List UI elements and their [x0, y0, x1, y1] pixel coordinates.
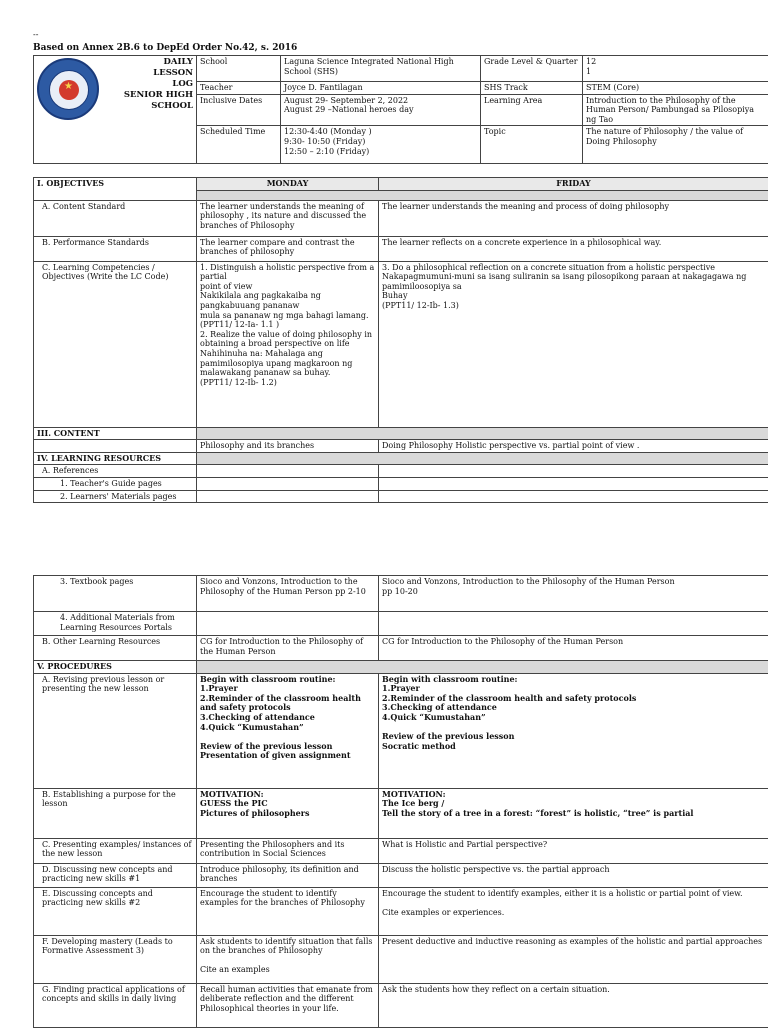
- school-label: School: [197, 56, 281, 82]
- content-empty-label: [34, 440, 197, 453]
- monday-column-header: MONDAY: [197, 178, 379, 191]
- content-standard-friday: The learner understands the meaning and process of doing philosophy: [379, 200, 768, 236]
- competencies-label: C. Learning Competencies / Objectives (Write the LC Code): [34, 261, 197, 427]
- practical-applications-friday: Ask the students how they reflect on a certain situation.: [379, 983, 768, 1027]
- content-heading: III. CONTENT: [34, 427, 197, 440]
- revising-monday: Begin with classroom routine: 1.Prayer 2.Reminder of the classroom health and safety protocols 3.Checking of attendance 4.Quick “Kumustahan” Review of the previous lesson Presentation of given assignment: [197, 673, 379, 788]
- other-resources-label: B. Other Learning Resources: [34, 636, 197, 661]
- revising-friday: Begin with classroom routine: 1.Prayer 2.Reminder of the classroom health and safety protocols 3.Checking of attendance 4.Quick “Kumustahan” Review of the previous lesson Socratic method: [379, 673, 768, 788]
- references-label: A. References: [34, 465, 197, 478]
- area-value: Introduction to the Philosophy of the Human Person/ Pambungad sa Pilosopiya ng Tao: [583, 94, 768, 126]
- objectives-shaded-row: [197, 190, 768, 200]
- performance-standards-friday: The learner reflects on a concrete experience in a philosophical way.: [379, 236, 768, 261]
- content-standard-monday: The learner understands the meaning of philosophy , its nature and discussed the branches of Philosophy: [197, 200, 379, 236]
- discussing-1-label: D. Discussing new concepts and practicing new skills #1: [34, 863, 197, 887]
- additional-materials-label: 4. Additional Materials from Learning Resources Portals: [34, 612, 197, 636]
- discussing-2-friday: Encourage the student to identify examples, either it is a holistic or partial point of view. Cite examples or experiences.: [379, 887, 768, 935]
- area-label: Learning Area: [481, 94, 583, 126]
- discussing-2-label: E. Discussing concepts and practicing new skills #2: [34, 887, 197, 935]
- content-monday: Philosophy and its branches: [197, 440, 379, 453]
- deped-seal-logo: ★: [37, 58, 99, 120]
- procedures-heading: V. PROCEDURES: [34, 661, 197, 674]
- practical-applications-monday: Recall human activities that emanate from deliberate reflection and the different Philosophical theories in your life.: [197, 983, 379, 1027]
- other-resources-monday: CG for Introduction to the Philosophy of the Human Person: [197, 636, 379, 661]
- content-friday: Doing Philosophy Holistic perspective vs. partial point of view .: [379, 440, 768, 453]
- teacher-label: Teacher: [197, 82, 281, 95]
- discussing-2-monday: Encourage the student to identify examples for the branches of Philosophy: [197, 887, 379, 935]
- discussing-1-friday: Discuss the holistic perspective vs. the partial approach: [379, 863, 768, 887]
- procedures-shaded-row: [197, 661, 768, 674]
- presenting-examples-friday: What is Holistic and Partial perspective?: [379, 838, 768, 863]
- practical-applications-label: G. Finding practical applications of concepts and skills in daily living: [34, 983, 197, 1027]
- content-shaded-row: [197, 427, 768, 440]
- header-table: [33, 55, 768, 164]
- time-label: Scheduled Time: [197, 126, 281, 164]
- time-value: 12:30-4:40 (Monday ) 9:30- 10:50 (Friday) 12:50 – 2:10 (Friday): [281, 126, 481, 164]
- annex-reference: Based on Annex 2B.6 to DepEd Order No.42, s. 2016: [33, 43, 297, 53]
- teacher-value: Joyce D. Fantilagan: [281, 82, 481, 95]
- friday-column-header: FRIDAY: [379, 178, 768, 191]
- procedures-table: [33, 575, 768, 1028]
- resources-shaded-row: [197, 452, 768, 465]
- developing-mastery-friday: Present deductive and inductive reasoning as examples of the holistic and partial approaches: [379, 935, 768, 983]
- textbook-monday: Sioco and Vonzons, Introduction to the Philosophy of the Human Person pp 2-10: [197, 576, 379, 612]
- developing-mastery-monday: Ask students to identify situation that falls on the branches of Philosophy Cite an examples: [197, 935, 379, 983]
- establishing-purpose-friday: MOTIVATION: The Ice berg / Tell the story of a tree in a forest: “forest” is holistic, “tree” is partial: [379, 788, 768, 838]
- school-value: Laguna Science Integrated National High School (SHS): [281, 56, 481, 82]
- topic-label: Topic: [481, 126, 583, 164]
- establishing-purpose-monday: MOTIVATION: GUESS the PIC Pictures of philosophers: [197, 788, 379, 838]
- performance-standards-monday: The learner compare and contrast the branches of philosophy: [197, 236, 379, 261]
- competencies-friday: 3. Do a philosophical reflection on a concrete situation from a holistic perspective Nakapagmumuni-muni sa isang suliranin sa isang pilosopikong paraan at nakagagawa ng pamimiloosopiya sa Buhay (PPT11/ 12-Ib- 1.3): [379, 261, 768, 427]
- track-label: SHS Track: [481, 82, 583, 95]
- objectives-table: [33, 177, 768, 503]
- deped-seal-cell: [34, 56, 99, 164]
- other-resources-friday: CG for Introduction to the Philosophy of the Human Person: [379, 636, 768, 661]
- dates-label: Inclusive Dates: [197, 94, 281, 126]
- developing-mastery-label: F. Developing mastery (Leads to Formative Assessment 3): [34, 935, 197, 983]
- content-standard-label: A. Content Standard: [34, 200, 197, 236]
- learners-materials-label: 2. Learners' Materials pages: [34, 490, 197, 503]
- textbook-label: 3. Textbook pages: [34, 576, 197, 612]
- grade-label: Grade Level & Quarter: [481, 56, 583, 82]
- competencies-monday: 1. Distinguish a holistic perspective from a partial point of view Nakikilala ang pagkakaiba ng pangkabuuang pananaw mula sa pananaw ng mga bahagi lamang. (PPT11/ 12-Ia- 1.1 ) 2. Realize the value of doing philosophy in obtaining a broad perspective on life Nahihinuha na: Mahalaga ang pamimilosopiya upang magkaroon ng malawakang pananaw sa buhay. (PPT11/ 12-Ib- 1.2): [197, 261, 379, 427]
- dll-title: DAILY LESSON LOG SENIOR HIGH SCHOOL: [99, 56, 197, 164]
- presenting-examples-monday: Presenting the Philosophers and its contribution in Social Sciences: [197, 838, 379, 863]
- grade-value: 12 1: [583, 56, 768, 82]
- teachers-guide-label: 1. Teacher's Guide pages: [34, 477, 197, 490]
- top-dash: --: [33, 30, 38, 39]
- learning-resources-heading: IV. LEARNING RESOURCES: [34, 452, 197, 465]
- topic-value: The nature of Philosophy / the value of Doing Philosophy: [583, 126, 768, 164]
- objectives-heading: I. OBJECTIVES: [34, 178, 197, 201]
- presenting-examples-label: C. Presenting examples/ instances of the new lesson: [34, 838, 197, 863]
- performance-standards-label: B. Performance Standards: [34, 236, 197, 261]
- discussing-1-monday: Introduce philosophy, its definition and branches: [197, 863, 379, 887]
- textbook-friday: Sioco and Vonzons, Introduction to the Philosophy of the Human Person pp 10-20: [379, 576, 768, 612]
- track-value: STEM (Core): [583, 82, 768, 95]
- revising-label: A. Revising previous lesson or presenting the new lesson: [34, 673, 197, 788]
- establishing-purpose-label: B. Establishing a purpose for the lesson: [34, 788, 197, 838]
- dates-value: August 29- September 2, 2022 August 29 –National heroes day: [281, 94, 481, 126]
